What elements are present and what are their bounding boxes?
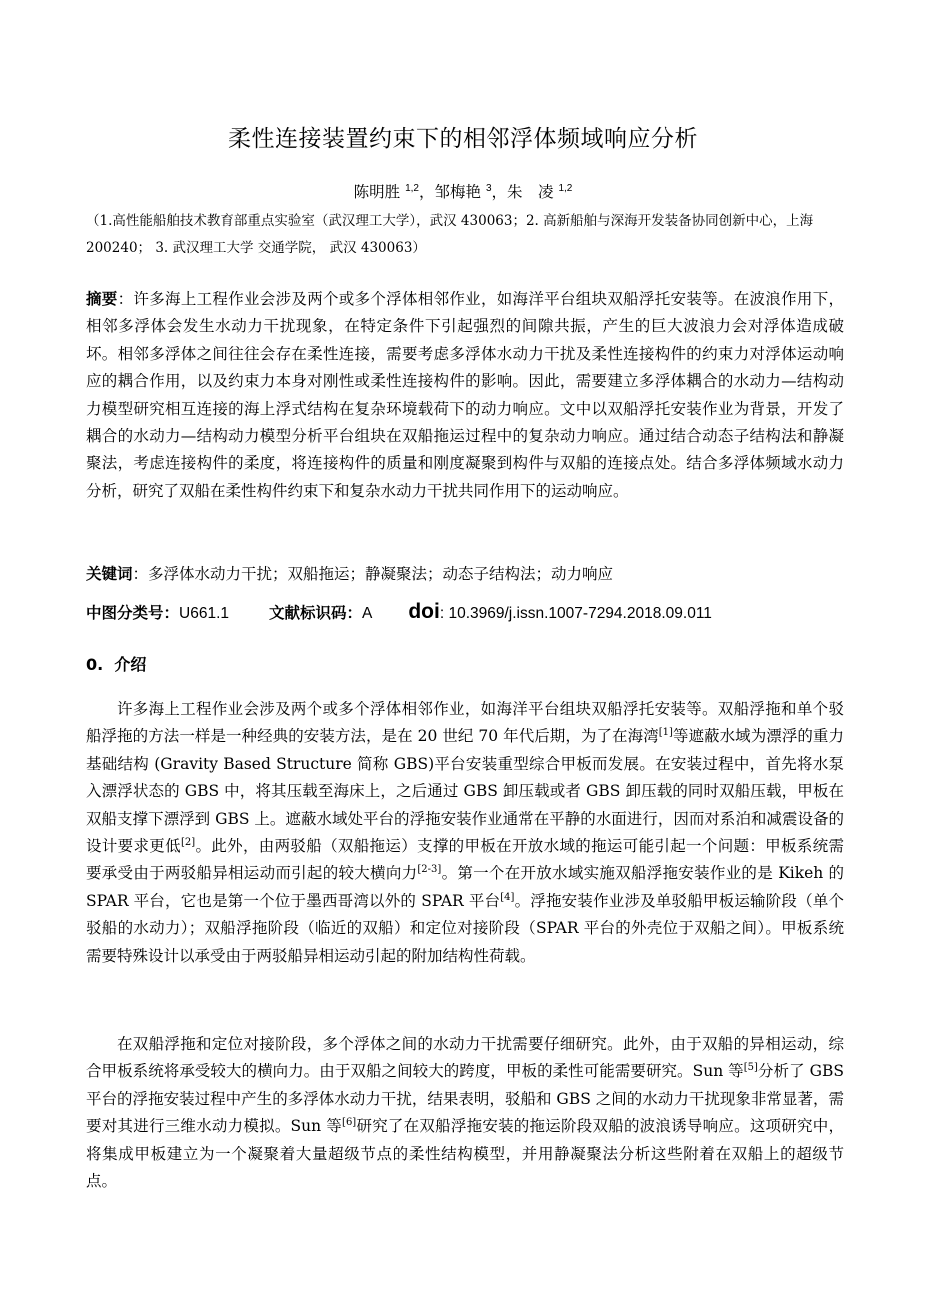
doc-code-label: 文献标识码： bbox=[269, 604, 363, 622]
keywords-separator: ： bbox=[132, 565, 149, 583]
section-heading bbox=[86, 652, 146, 675]
abstract bbox=[86, 286, 844, 505]
author-name: 朱 凌 bbox=[507, 183, 554, 201]
citation: [2] bbox=[180, 836, 196, 848]
keywords-text: 多浮体水动力干扰；双船拖运；静凝聚法；动态子结构法；动力响应 bbox=[148, 565, 614, 583]
abstract-label: 摘要 bbox=[86, 290, 118, 308]
affiliations: （1.高性能船舶技术教育部重点实验室（武汉理工大学），武汉 430063；2. 高新船舶与深海开发装备协同创新中心，上海 200240； 3. 武汉理工大学 交通学院， 武汉 430063） bbox=[86, 213, 814, 256]
paragraph-text: 研究了在双船浮拖安装的拖运阶段双船的波浪诱导响应。这项研究中，将集成甲板建立为一个凝聚着大量超级节点的柔性结构模型，并用静凝聚法分析这些附着在双船上的超级节点。 bbox=[86, 1117, 844, 1191]
paragraph-text: 。此外，由两驳船（双船拖运）支撑的甲板在开放水域的拖运可能引起一个问题：甲板系统需要承受由于两驳船异相运动而引起的较大横向力 bbox=[86, 837, 844, 883]
author-affil-mark: 1,2 bbox=[405, 182, 419, 194]
body-paragraph bbox=[86, 1031, 844, 1195]
author-name: 陈明胜 bbox=[353, 183, 401, 201]
paragraph-text: 许多海上工程作业会涉及两个或多个浮体相邻作业，如海洋平台组块双船浮托安装等。双船浮拖和单个驳船浮拖的方法一样是一种经典的安装方法，是在 20 世纪 70 年代后期，为了在海湾 bbox=[86, 700, 844, 746]
paragraph-text: 。浮拖安装作业涉及单驳船甲板运输阶段（单个驳船的水动力）；双船浮拖阶段（临近的双船）和定位对接阶段（SPAR 平台的外壳位于双船之间）。甲板系统需要特殊设计以承受由于两驳船异相运动引起的附加结构性荷载。 bbox=[86, 891, 844, 965]
paragraph-text: 在双船浮拖和定位对接阶段，多个浮体之间的水动力干扰需要仔细研究。此外，由于双船的异相运动，综合甲板系统将承受较大的横向力。由于双船之间较大的跨度，甲板的柔性可能需要研究。Sun 等 bbox=[86, 1035, 844, 1081]
citation: [4] bbox=[500, 891, 515, 903]
section-title: 介绍 bbox=[114, 655, 147, 674]
citation: [5] bbox=[743, 1062, 758, 1074]
doi-value: : 10.3969/j.issn.1007-7294.2018.09.011 bbox=[439, 605, 712, 622]
author-name: 邹梅艳 bbox=[434, 183, 481, 201]
author-affil-mark: 1,2 bbox=[558, 182, 573, 194]
doi-label: doi bbox=[408, 600, 440, 623]
keywords-label: 关键词 bbox=[86, 565, 133, 583]
paragraph-text: 。第一个在开放水域实施双船浮拖安装作业的是 Kikeh 的 SPAR 平台，它也是第一个位于墨西哥湾以外的 SPAR 平台 bbox=[86, 864, 844, 910]
author-list bbox=[0, 180, 926, 202]
author-separator: ， bbox=[418, 183, 435, 201]
author-affil-mark: 3 bbox=[485, 182, 492, 194]
clc-value: U661.1 bbox=[179, 605, 229, 622]
keywords bbox=[86, 561, 844, 588]
clc-label: 中图分类号： bbox=[86, 604, 180, 622]
citation: [6] bbox=[342, 1117, 357, 1129]
doc-code-value: A bbox=[362, 605, 373, 622]
author-separator: ， bbox=[491, 183, 508, 201]
citation: [1] bbox=[658, 727, 673, 739]
paragraph-text: 分析了 GBS 平台的浮拖安装过程中产生的多浮体水动力干扰，结果表明，驳船和 GBS 之间的水动力干扰现象非常显著，需要对其进行三维水动力模拟。Sun 等 bbox=[86, 1062, 844, 1136]
classification-line bbox=[86, 598, 844, 627]
abstract-separator: ： bbox=[117, 290, 134, 308]
abstract-text: 许多海上工程作业会涉及两个或多个浮体相邻作业，如海洋平台组块双船浮托安装等。在波浪作用下，相邻多浮体会发生水动力干扰现象，在特定条件下引起强烈的间隙共振，产生的巨大波浪力会对浮体造成破坏。相邻多浮体之间往往会存在柔性连接，需要考虑多浮体水动力干扰及柔性连接构件的约束力对浮体运动响应的耦合作用，以及约束力本身对刚性或柔性连接构件的影响。因此，需要建立多浮体耦合的水动力—结构动力模型研究相互连接的海上浮式结构在复杂环境载荷下的动力响应。文中以双船浮托安装作业为背景，开发了耦合的水动力—结构动力模型分析平台组块在双船拖运过程中的复杂动力响应。通过结合动态子结构法和静凝聚法，考虑连接构件的柔度，将连接构件的质量和刚度凝聚到构件与双船的连接点处。结合多浮体频域水动力分析，研究了双船在柔性构件约束下和复杂水动力干扰共同作用下的运动响应。 bbox=[86, 290, 844, 500]
section-number: 0. bbox=[86, 655, 104, 674]
paper-title: 柔性连接装置约束下的相邻浮体频域响应分析 bbox=[228, 126, 698, 152]
body-paragraph bbox=[86, 696, 844, 970]
paragraph-text: 等遮蔽水域为漂浮的重力基础结构 (Gravity Based Structure 简称 GBS)平台安装重型综合甲板而发展。在安装过程中，首先将水泵入漂浮状态的 GBS 中，将其压载至海床上，之后通过 GBS 卸压载或者 GBS 卸压载的同时双船压载，甲板在双船支撑下漂浮到 GBS 上。遮蔽水域处平台的浮拖安装作业通常在平静的水面进行，因而对系泊和减震设备的设计要求更低 bbox=[86, 727, 844, 856]
citation: [2-3] bbox=[417, 864, 442, 876]
